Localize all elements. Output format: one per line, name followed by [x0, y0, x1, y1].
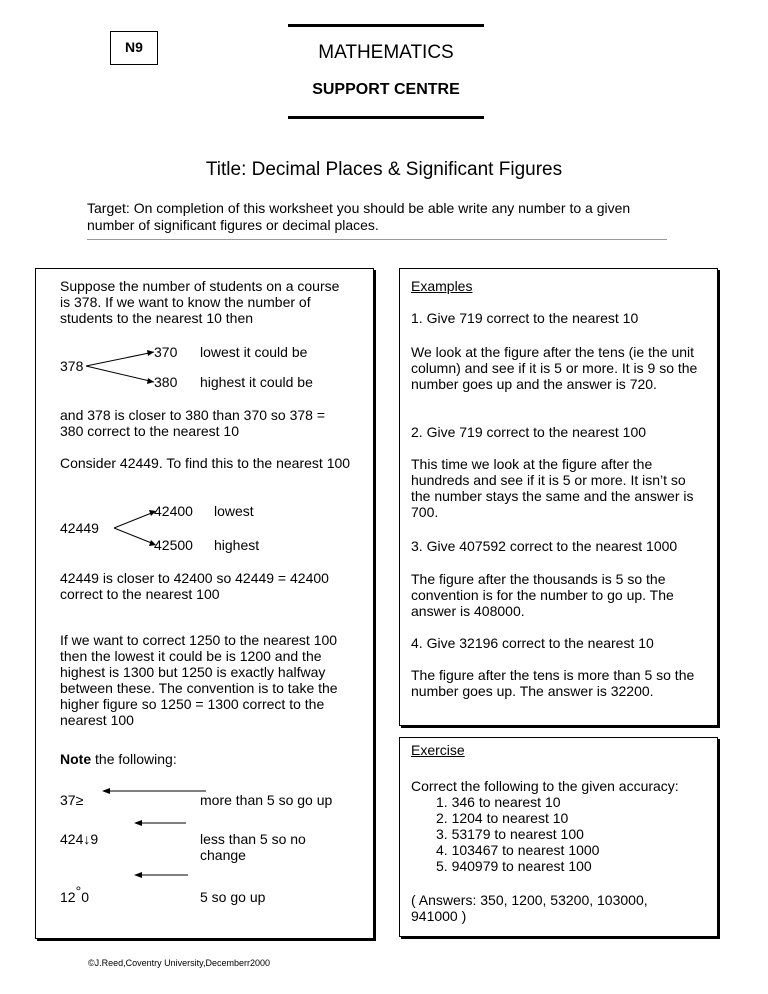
- example1-answer: We look at the figure after the tens (ie the unit column) and see if it is 5 or more. It is 9 so the number goes up and the answer is 720.: [411, 344, 698, 392]
- diagram1-arrows: [86, 350, 154, 384]
- footer-copyright: ©J.Reed,Coventry University,Decemberr2000: [88, 958, 271, 968]
- exercise-panel: [399, 737, 718, 937]
- down-arrow-marker: ↓: [83, 831, 91, 847]
- worksheet-code: N9: [110, 31, 158, 65]
- exercise-list: [436, 794, 706, 874]
- diagram1-low: 370: [154, 344, 178, 360]
- conclusion1-text: and 378 is closer to 380 than 370 so 378 = 380 correct to the nearest 10: [60, 407, 326, 439]
- target-text: Target: On completion of this worksheet you should be able write any number to a given number of significant figures or decimal places.: [87, 200, 631, 233]
- diagram1-low-label: lowest it could be: [200, 344, 308, 360]
- convention-text: If we want to correct 1250 to the nearest 100 then the lowest it could be is 1200 and the highest is 1300 but 1250 is exactly halfway between these. The convention is to take the higher figure so 1250 = 1300 correct to the nearest 100: [60, 632, 338, 728]
- note2-number: 424↓9: [60, 831, 99, 847]
- exercise-item: 5. 940979 to nearest 100: [436, 858, 592, 874]
- exercise-item: 3. 53179 to nearest 100: [436, 826, 584, 842]
- examples-heading: Examples: [411, 278, 473, 294]
- note3-text: 5 so go up: [200, 889, 266, 905]
- diagram1-high-label: highest it could be: [200, 374, 313, 390]
- note1-text: more than 5 so go up: [200, 792, 333, 808]
- consider-text: Consider 42449. To find this to the nearest 100: [60, 455, 351, 471]
- note-heading: Note the following:: [60, 751, 177, 767]
- diagram2-high-label: highest: [214, 537, 260, 553]
- exercise-item: 4. 103467 to nearest 1000: [436, 842, 600, 858]
- conclusion2-text: 42449 is closer to 42400 so 42449 = 42400 correct to the nearest 100: [60, 570, 329, 602]
- exercise-intro: Correct the following to the given accuracy:: [411, 778, 679, 794]
- diagram1-high: 380: [154, 374, 178, 390]
- example4-question: 4. Give 32196 correct to the nearest 10: [411, 635, 654, 651]
- example3-answer: The figure after the thousands is 5 so the convention is for the number to go up. The answer is 408000.: [411, 571, 674, 619]
- note2-text: less than 5 so no change: [200, 831, 306, 863]
- target-divider: [87, 239, 667, 240]
- header-subtitle: SUPPORT CENTRE: [312, 81, 460, 98]
- exercise-heading: Exercise: [411, 742, 465, 758]
- header-rule-bottom: [288, 116, 484, 119]
- diagram1-number: 378: [60, 358, 84, 374]
- example4-answer: The figure after the tens is more than 5 so the number goes up. The answer is 32200.: [411, 667, 695, 699]
- note1-number: 37≥: [60, 792, 84, 808]
- circle-marker: °: [75, 883, 82, 899]
- diagram2-arrows: [114, 510, 156, 546]
- examples-panel: [399, 268, 718, 726]
- note3-number: 12°0: [60, 883, 89, 905]
- header-title: MATHEMATICS: [318, 42, 454, 63]
- greater-equal-marker: ≥: [75, 792, 84, 808]
- example1-question: 1. Give 719 correct to the nearest 10: [411, 310, 639, 326]
- diagram2-low-label: lowest: [214, 503, 254, 519]
- diagram2-number: 42449: [60, 520, 99, 536]
- page-title: Title: Decimal Places & Significant Figures: [205, 159, 563, 180]
- example2-question: 2. Give 719 correct to the nearest 100: [411, 424, 647, 440]
- intro-text: Suppose the number of students on a course is 378. If we want to know the number of students to the nearest 10 then: [60, 278, 340, 326]
- left-panel: [35, 268, 374, 939]
- diagram2-high: 42500: [154, 537, 193, 553]
- exercise-item: 1. 346 to nearest 10: [436, 794, 561, 810]
- example3-question: 3. Give 407592 correct to the nearest 1000: [411, 538, 678, 554]
- example2-answer: This time we look at the figure after the hundreds and see if it is 5 or more. It isn’t so the number stays the same and the answer is 700.: [411, 456, 694, 520]
- exercise-item: 2. 1204 to nearest 10: [436, 810, 569, 826]
- exercise-answers: ( Answers: 350, 1200, 53200, 103000, 941000 ): [411, 892, 648, 924]
- diagram2-low: 42400: [154, 503, 193, 519]
- header-rule-top: [288, 24, 484, 27]
- note-arrows: [102, 788, 206, 878]
